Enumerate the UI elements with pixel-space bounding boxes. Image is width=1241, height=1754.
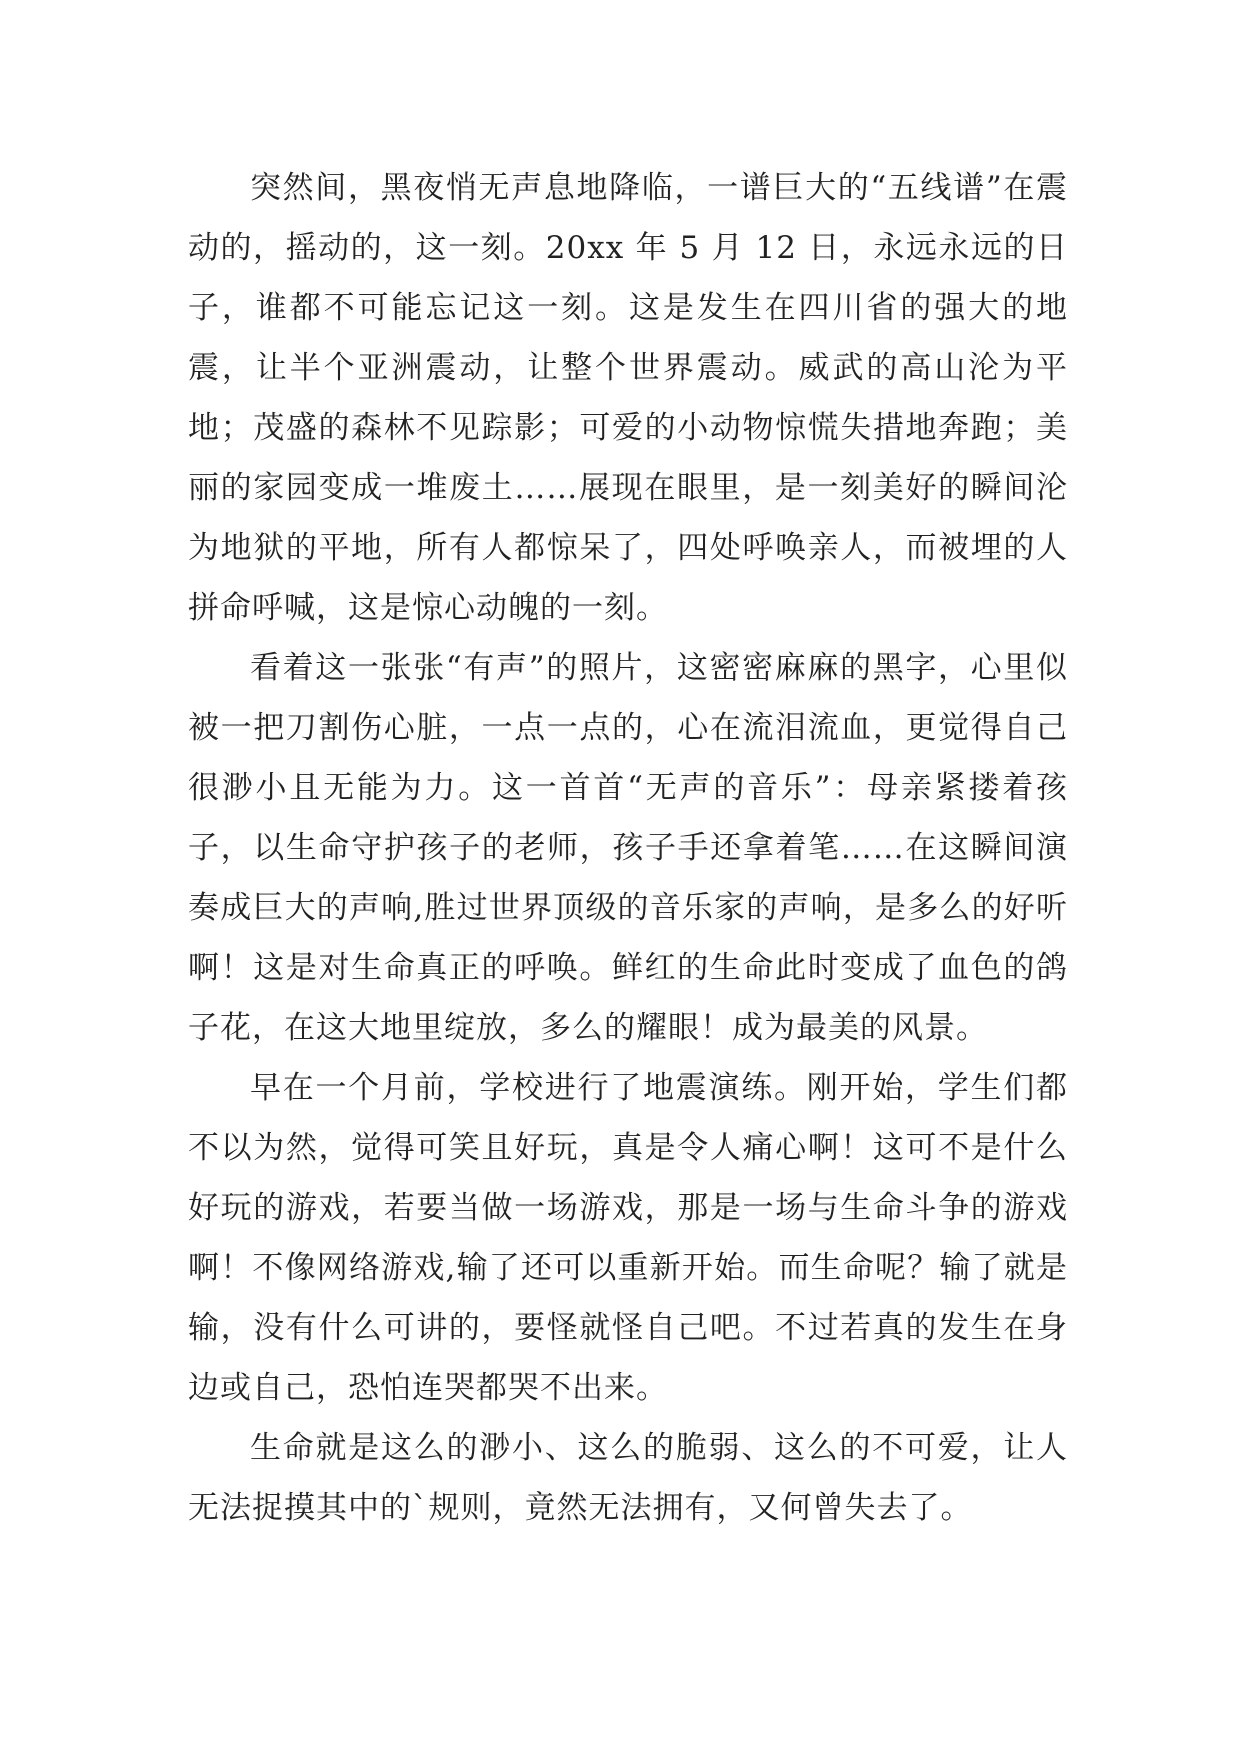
paragraph-1: 突然间，黑夜悄无声息地降临，一谱巨大的“五线谱”在震动的，摇动的，这一刻。20xx 年 5 月 12 日，永远永远的日子，谁都不可能忘记这一刻。这是发生在四川省的强大的地震，让半个亚洲震动，让整个世界震动。威武的高山沦为平地；茂盛的森林不见踪影；可爱的小动物惊慌失措地奔跑；美丽的家园变成一堆废土……展现在眼里，是一刻美好的瞬间沦为地狱的平地，所有人都惊呆了，四处呼唤亲人，而被埋的人拼命呼喊，这是惊心动魄的一刻。 (188, 170, 1068, 626)
document-body (188, 158, 1068, 1538)
paragraph-3: 早在一个月前，学校进行了地震演练。刚开始，学生们都不以为然，觉得可笑且好玩，真是令人痛心啊！这可不是什么好玩的游戏，若要当做一场游戏，那是一场与生命斗争的游戏啊！不像网络游戏,输了还可以重新开始。而生命呢？输了就是输，没有什么可讲的，要怪就怪自己吧。不过若真的发生在身边或自己，恐怕连哭都哭不出来。 (188, 1070, 1068, 1406)
paragraph-2: 看着这一张张“有声”的照片，这密密麻麻的黑字，心里似被一把刀割伤心脏，一点一点的，心在流泪流血，更觉得自己很渺小且无能为力。这一首首“无声的音乐”：母亲紧搂着孩子，以生命守护孩子的老师，孩子手还拿着笔……在这瞬间演奏成巨大的声响,胜过世界顶级的音乐家的声响，是多么的好听啊！这是对生命真正的呼唤。鲜红的生命此时变成了血色的鸽子花，在这大地里绽放，多么的耀眼！成为最美的风景。 (188, 650, 1068, 1046)
paragraph-4: 生命就是这么的渺小、这么的脆弱、这么的不可爱，让人无法捉摸其中的`规则，竟然无法拥有，又何曾失去了。 (188, 1430, 1068, 1526)
